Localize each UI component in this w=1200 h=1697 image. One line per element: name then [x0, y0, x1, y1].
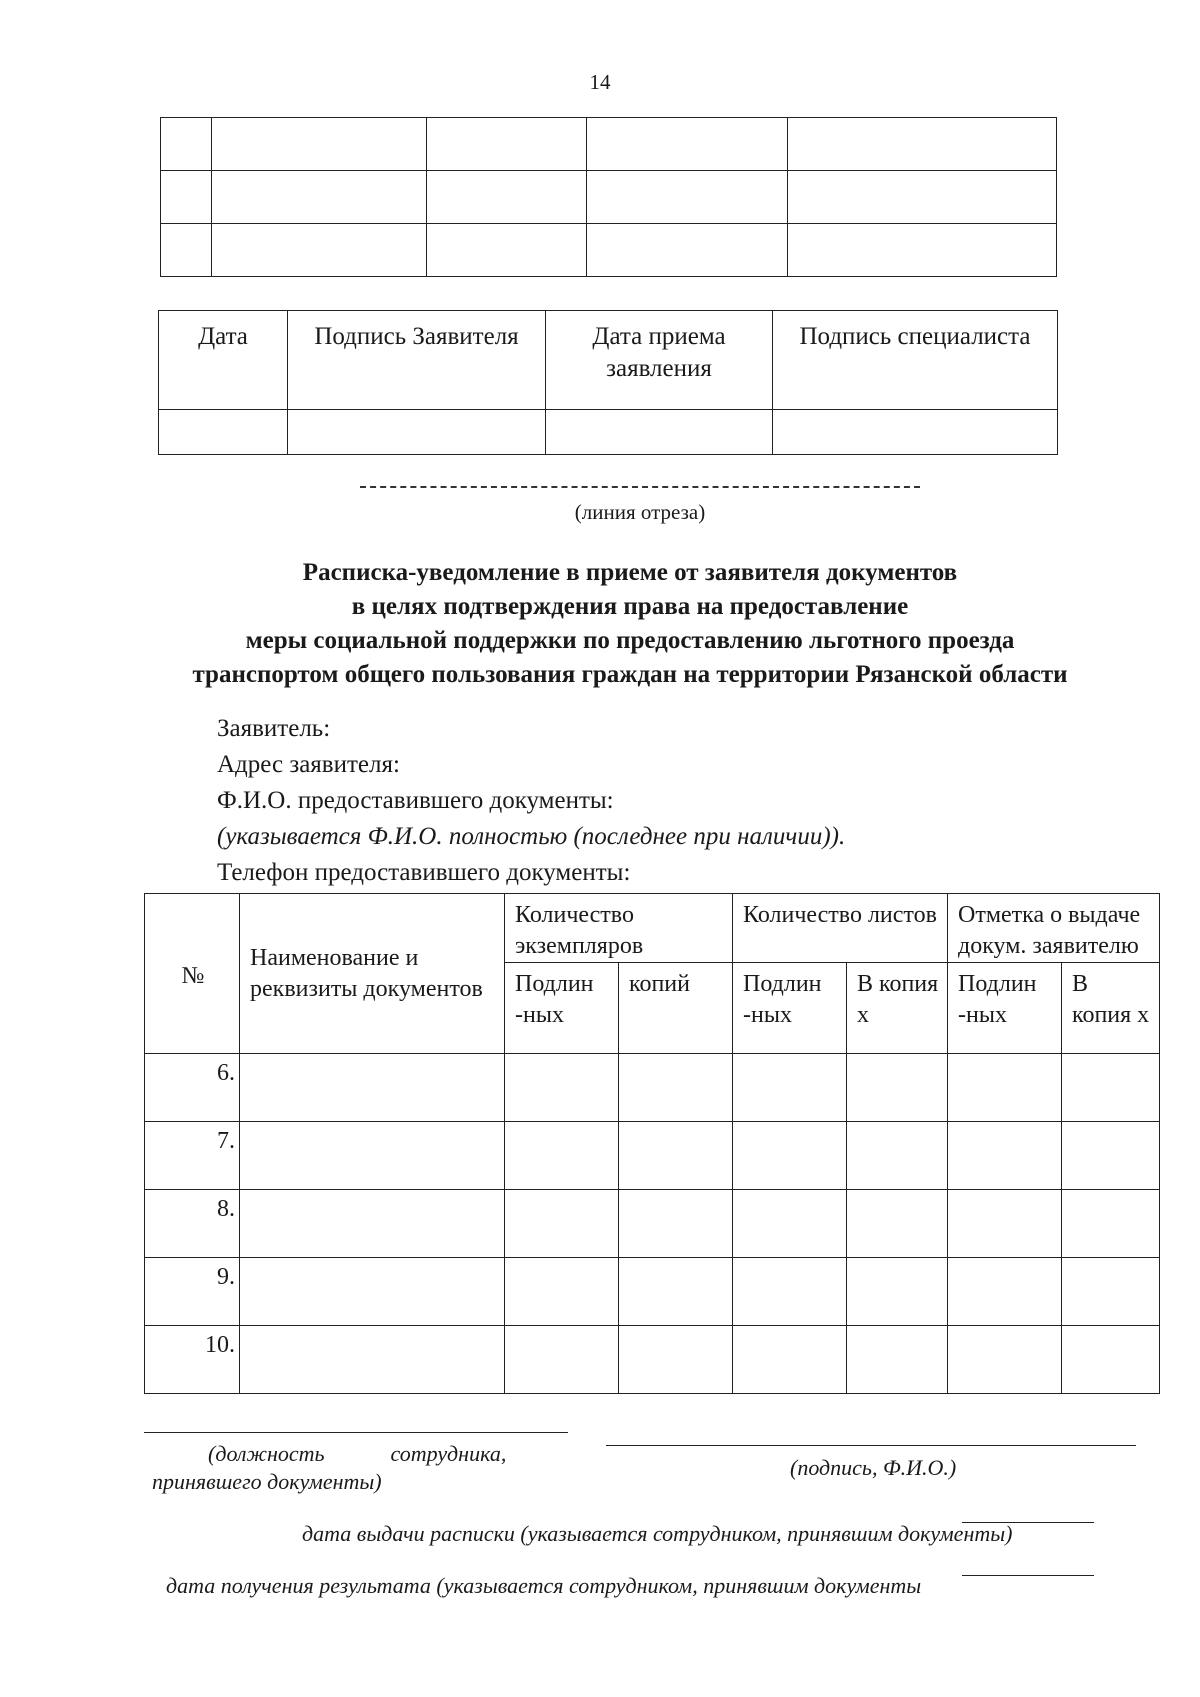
subheader-originals: Подлин -ных	[948, 963, 1062, 1054]
row-number: 7.	[145, 1122, 240, 1190]
subheader-in-copies: В копия х	[847, 963, 948, 1054]
header-specialist-signature: Подпись специалиста	[773, 311, 1058, 410]
result-date-caption: дата получения результата (указывается сотрудником, принявшим документы	[166, 1573, 922, 1598]
applicant-signature-cell[interactable]	[288, 410, 546, 455]
position-caption-line: (должность сотрудника,	[208, 1441, 507, 1466]
applicant-label: Заявитель:	[217, 715, 331, 742]
applicant-fields	[217, 711, 845, 891]
issue-date-caption: дата выдачи расписки (указывается сотрудником, принявшим документы)	[302, 1521, 1013, 1546]
documents-table	[144, 893, 1160, 1394]
page-number: 14	[589, 70, 611, 94]
row-number: 10.	[145, 1326, 240, 1394]
documents-table-header	[145, 894, 1160, 963]
table-row	[145, 1054, 1160, 1122]
cut-line	[360, 486, 920, 488]
subheader-copies: копий	[619, 963, 733, 1054]
row-number: 8.	[145, 1190, 240, 1258]
signature-caption: (подпись, Ф.И.О.)	[790, 1455, 957, 1480]
address-label: Адрес заявителя:	[217, 751, 400, 778]
position-signature-line[interactable]	[144, 1432, 568, 1433]
continuation-table	[160, 117, 1057, 277]
header-document-name: Наименование и реквизиты документов	[240, 894, 505, 1054]
table-row	[161, 224, 1057, 277]
header-copies-count: Количество экземпляров	[505, 894, 733, 963]
cut-line-label: (линия отреза)	[574, 500, 706, 524]
name-signature-line[interactable]	[606, 1445, 1136, 1446]
row-number: 6.	[145, 1054, 240, 1122]
table-row	[145, 1258, 1160, 1326]
header-number: №	[145, 894, 240, 1054]
table-row	[145, 1326, 1160, 1394]
title-line: меры социальной поддержки по предоставлению льготного проезда	[245, 627, 1015, 654]
subheader-in-copies: В копия х	[1062, 963, 1160, 1054]
specialist-signature-cell[interactable]	[773, 410, 1058, 455]
signature-table	[158, 310, 1058, 455]
header-date: Дата	[159, 311, 288, 410]
result-date-line[interactable]	[962, 1575, 1094, 1576]
header-receipt-date: Дата приема заявления	[546, 311, 773, 410]
header-sheets-count: Количество листов	[733, 894, 948, 963]
row-number: 9.	[145, 1258, 240, 1326]
position-caption	[152, 1440, 572, 1496]
phone-label: Телефон предоставившего документы:	[217, 859, 631, 886]
receipt-date-cell[interactable]	[546, 410, 773, 455]
date-cell[interactable]	[159, 410, 288, 455]
table-row	[159, 410, 1058, 455]
title-line: транспортом общего пользования граждан на территории Рязанской области	[192, 661, 1068, 688]
signature-table-header	[159, 311, 1058, 410]
table-row	[145, 1122, 1160, 1190]
table-row	[161, 118, 1057, 171]
table-row	[145, 1190, 1160, 1258]
title-line: Расписка-уведомление в приеме от заявителя документов	[302, 559, 958, 586]
header-issue-mark: Отметка о выдаче докум. заявителю	[948, 894, 1160, 963]
subheader-originals: Подлин -ных	[505, 963, 619, 1054]
table-row	[161, 171, 1057, 224]
header-applicant-signature: Подпись Заявителя	[288, 311, 546, 410]
position-caption-line: принявшего документы)	[152, 1469, 382, 1494]
fio-label: Ф.И.О. предоставившего документы:	[217, 787, 614, 814]
subheader-originals: Подлин -ных	[733, 963, 847, 1054]
fio-note: (указывается Ф.И.О. полностью (последнее при наличии)).	[217, 823, 846, 850]
receipt-title	[150, 556, 1110, 692]
title-line: в целях подтверждения права на предоставление	[351, 593, 909, 620]
